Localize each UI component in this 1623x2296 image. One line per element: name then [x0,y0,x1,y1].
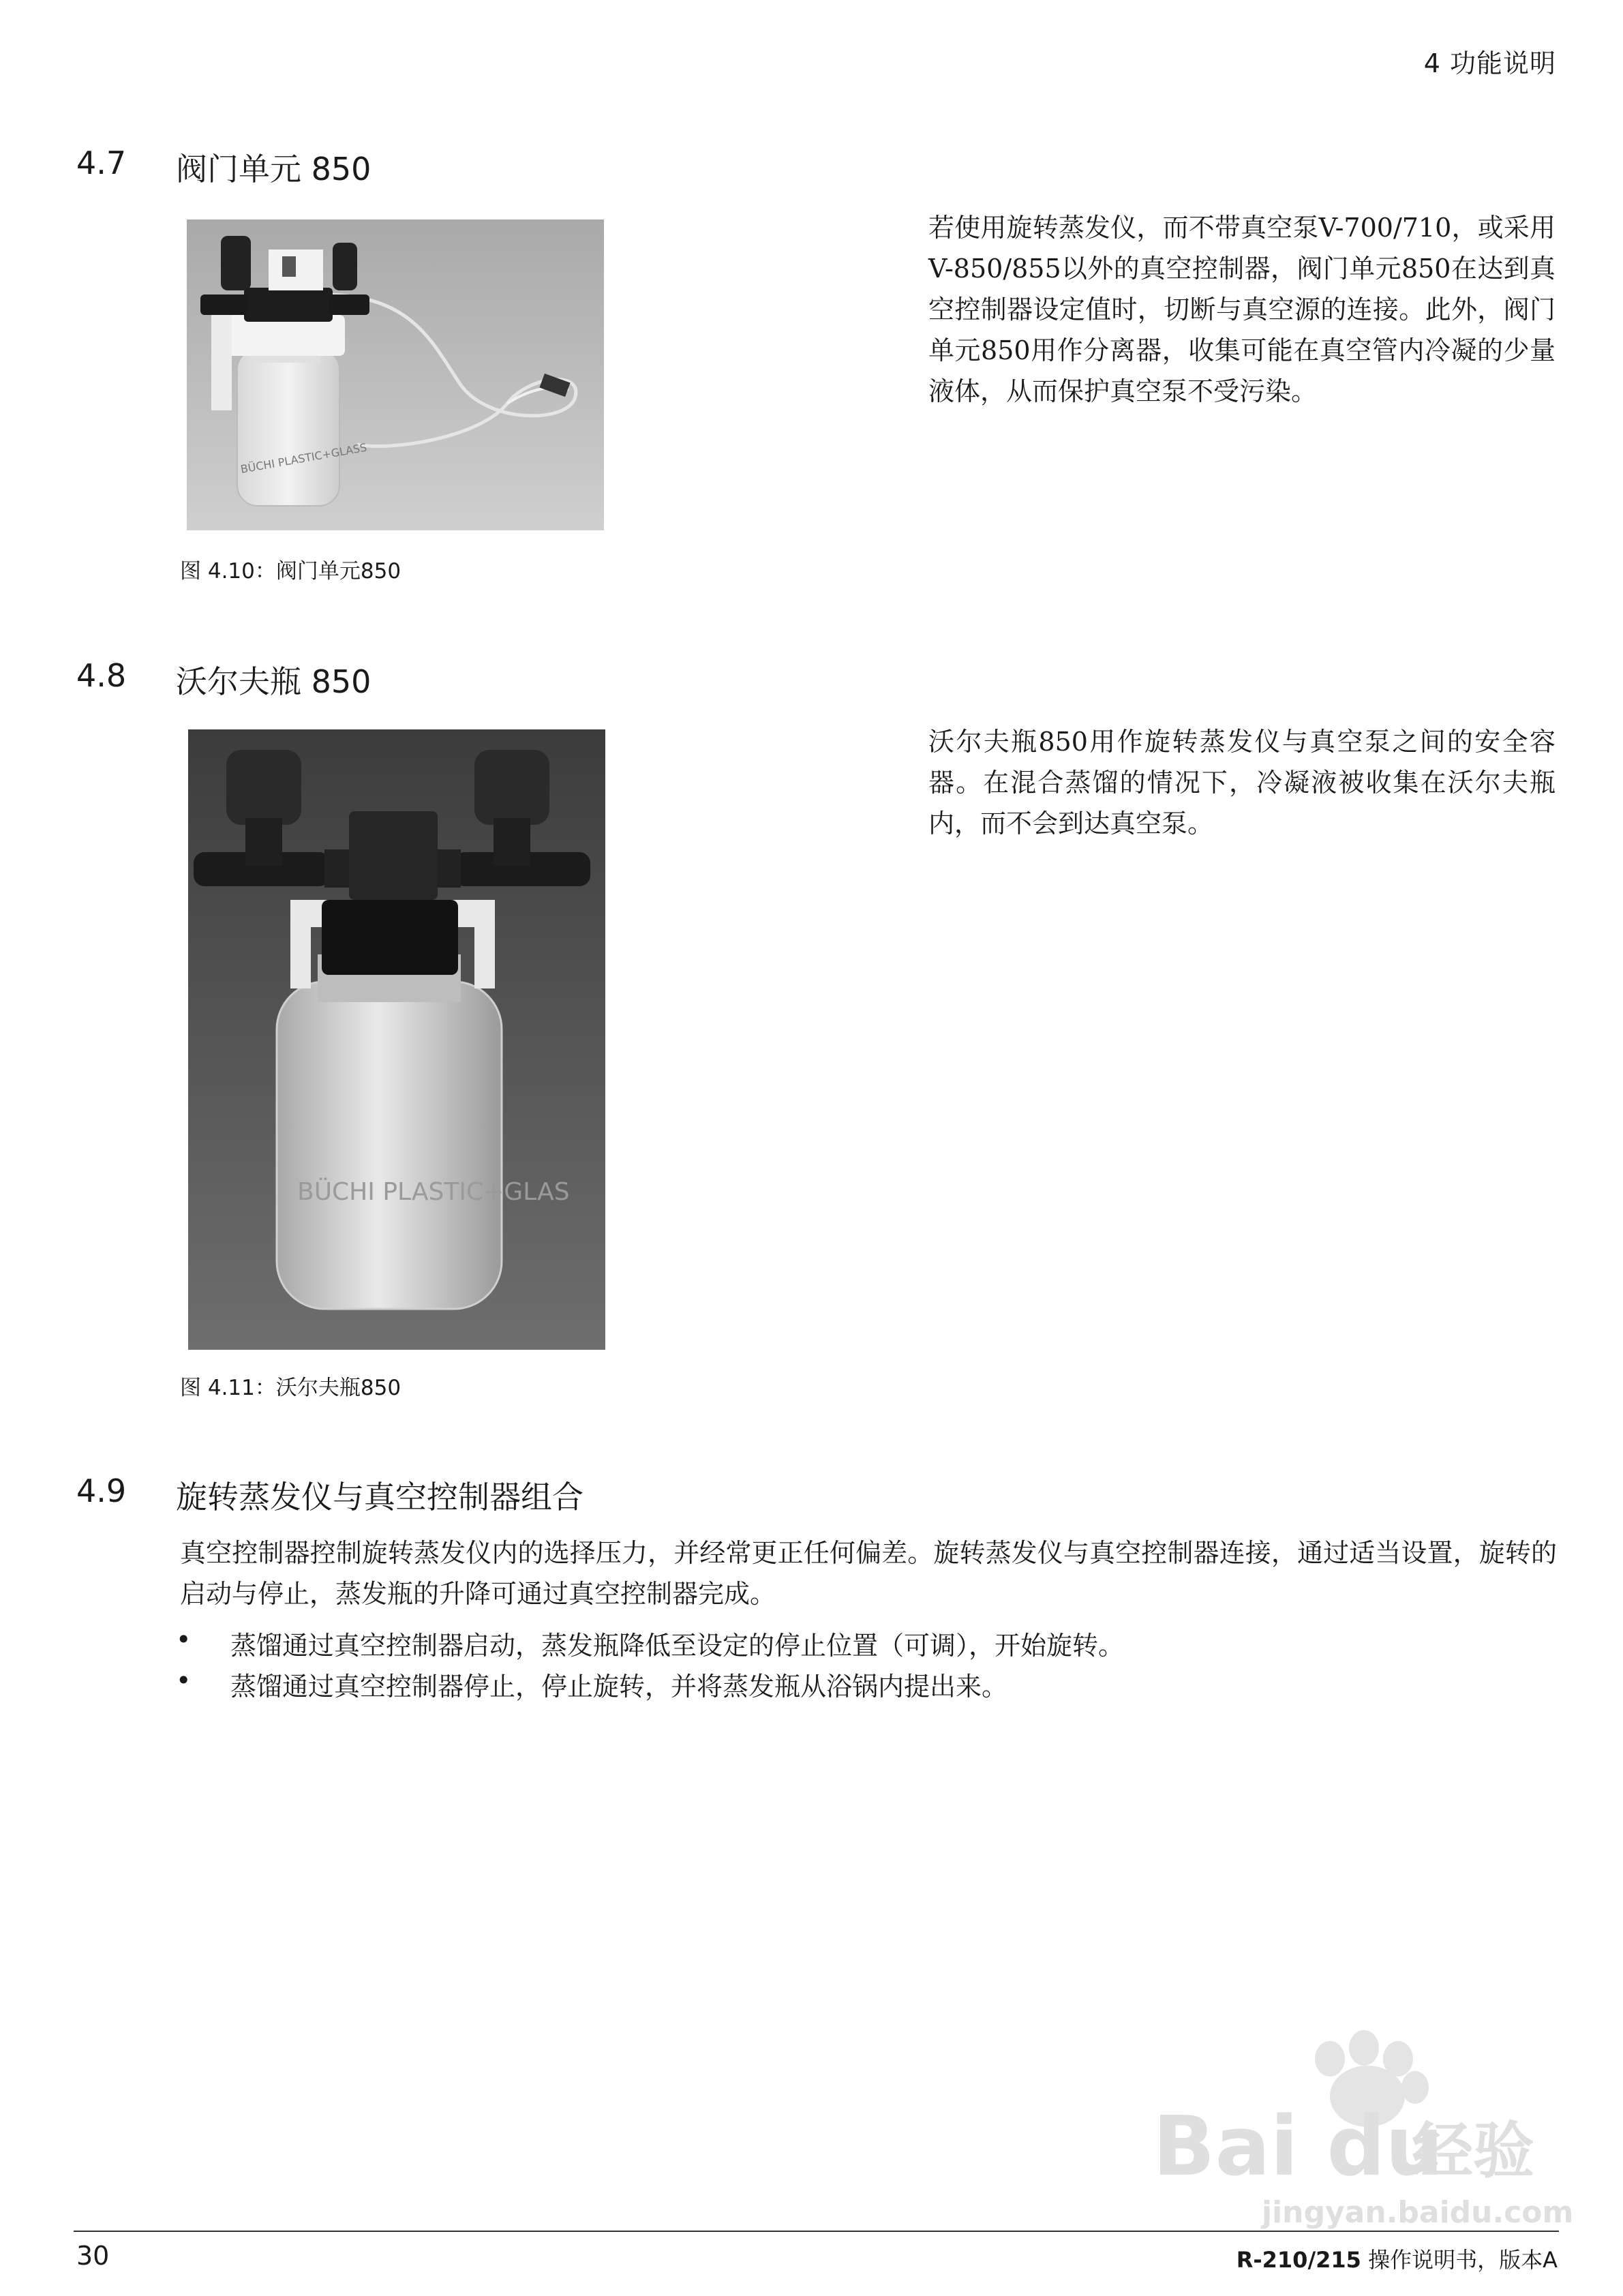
bullet-text: 蒸馏通过真空控制器启动，蒸发瓶降低至设定的停止位置（可调），开始旋转。 [230,1631,1125,1661]
footer-doc-rest: 操作说明书，版本A [1361,2247,1558,2273]
section-4-8-text: 沃尔夫瓶850用作旋转蒸发仪与真空泵之间的安全容器。在混合蒸馏的情况下，冷凝液被收集在沃尔夫瓶内，而不会到达真空泵。 [928,727,1556,839]
wolff-bottle-photo-label: BÜCHI PLASTIC+GLAS [297,1178,570,1206]
wolff-bottle-photo [188,729,605,1350]
section-4-7-text: 若使用旋转蒸发仪，而不带真空泵V-700/710，或采用V-850/855以外的真空控制器，阀门单元850在达到真空控制器设定值时，切断与真空源的连接。此外，阀门单元850用作分离器，收集可能在真空管内冷凝的少量液体，从而保护真空泵不受污染。 [928,213,1556,406]
watermark-brand-cn: 经验 [1412,2115,1534,2187]
section-4-8-number: 4.8 [76,657,127,694]
section-4-9-text: 真空控制器控制旋转蒸发仪内的选择压力，并经常更正任何偏差。旋转蒸发仪与真空控制器连接，通过适当设置，旋转的启动与停止，蒸发瓶的升降可通过真空控制器完成。 [180,1538,1557,1609]
figure-4-11-caption: 图 4.11：沃尔夫瓶850 [180,1376,401,1400]
section-4-9-number: 4.9 [76,1472,127,1509]
section-4-7-title: 阀门单元 850 [176,151,371,187]
bullet-icon: • [176,1665,192,1695]
footer-document-title [1237,2243,1558,2274]
footer-divider [74,2231,1559,2232]
figure-4-10-caption: 图 4.10：阀门单元850 [180,559,401,584]
chapter-header: 4 功能说明 [1423,48,1556,78]
watermark-brand: Bai du [1153,2100,1444,2194]
valve-unit-photo-label: BÜCHI PLASTIC+GLASS [239,440,368,476]
section-4-9-title: 旋转蒸发仪与真空控制器组合 [176,1479,583,1515]
footer-model: R-210/215 [1236,2247,1361,2273]
section-4-7-number: 4.7 [76,145,127,181]
list-item [176,1665,1560,1706]
bullet-icon: • [176,1625,192,1655]
watermark-url: jingyan.baidu.com [1262,2195,1574,2230]
valve-unit-photo [187,220,604,530]
page-number: 30 [76,2241,110,2271]
section-4-8-title: 沃尔夫瓶 850 [176,663,371,700]
bullet-text: 蒸馏通过真空控制器停止，停止旋转，并将蒸发瓶从浴锅内提出来。 [230,1672,1008,1702]
list-item [176,1625,1560,1665]
baidu-watermark [1105,2038,1574,2236]
